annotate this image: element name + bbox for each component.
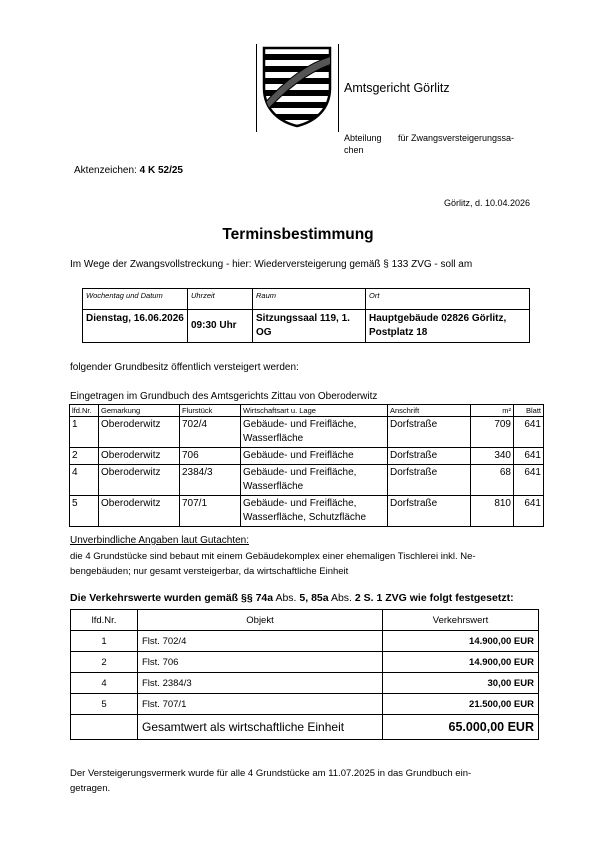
gb-header-blatt: Blatt [514,405,544,417]
aktenzeichen-value: 4 K 52/25 [139,165,183,176]
vw-cell: Flst. 2384/3 [138,673,383,694]
gb-header-wirtschaftsart: Wirtschaftsart u. Lage [241,405,388,417]
termin-header-room: Raum [253,289,366,310]
gb-cell: 707/1 [180,496,241,527]
verkehrswerte-heading [70,592,514,604]
gutachten-heading: Unverbindliche Angaben laut Gutachten: [70,535,250,546]
gb-cell: Dorfstraße [388,417,471,448]
table-row-total [71,715,539,740]
gb-cell: 68 [471,465,514,496]
gb-cell: 709 [471,417,514,448]
vw-cell: 30,00 EUR [383,673,539,694]
gb-cell: 706 [180,448,241,465]
termin-date: Dienstag, 16.06.2026 [83,310,188,343]
gb-cell: Oberoderwitz [99,496,180,527]
gb-cell: 702/4 [180,417,241,448]
table-row [71,673,539,694]
table-row [71,652,539,673]
termin-time: 09:30 Uhr [188,310,253,343]
vw-heading-part: Abs. [330,592,352,604]
termin-room: Sitzungssaal 119, 1. OG [253,310,366,343]
vw-header-nr: lfd.Nr. [71,610,138,631]
aktenzeichen-label: Aktenzeichen: [74,165,137,176]
gb-cell: 5 [70,496,99,527]
gb-cell: Gebäude- und Freifläche, Wasserfläche [241,465,388,496]
vw-cell: 5 [71,694,138,715]
vw-cell: Flst. 706 [138,652,383,673]
verkehrswerte-table [70,609,539,740]
footer-line-2: getragen. [70,783,111,794]
vw-heading-part: Abs. [275,592,297,604]
gb-cell: Gebäude- und Freifläche [241,448,388,465]
department-value-cont: chen [344,145,364,155]
gb-cell: 641 [514,448,544,465]
table-row [71,631,539,652]
saxony-coat-of-arms [262,46,332,128]
termin-table [82,288,530,343]
grundbuch-table [69,404,544,527]
vw-header-objekt: Objekt [138,610,383,631]
vw-cell: 21.500,00 EUR [383,694,539,715]
department-value: für Zwangsversteigerungssa- [398,133,515,143]
gb-header-anschrift: Anschrift [388,405,471,417]
vw-header-wert: Verkehrswert [383,610,539,631]
termin-header-time: Uhrzeit [188,289,253,310]
gb-cell: Gebäude- und Freifläche, Wasserfläche [241,417,388,448]
aktenzeichen [74,165,183,176]
gb-cell: 810 [471,496,514,527]
gb-cell: Dorfstraße [388,465,471,496]
gb-cell: 340 [471,448,514,465]
vw-cell: 14.900,00 EUR [383,652,539,673]
court-name: Amtsgericht Görlitz [344,81,450,95]
gb-header-nr: lfd.Nr. [70,405,99,417]
gb-cell: 2384/3 [180,465,241,496]
vw-total-value: 65.000,00 EUR [383,715,539,740]
date-line: Görlitz, d. 10.04.2026 [444,198,531,208]
gb-cell: 641 [514,496,544,527]
gb-cell: Oberoderwitz [99,417,180,448]
table-row [70,448,544,465]
termin-place: Hauptgebäude 02826 Görlitz, Postplatz 18 [366,310,530,343]
page-title: Terminsbestimmung [222,226,374,243]
gb-header-gemarkung: Gemarkung [99,405,180,417]
vw-cell: 4 [71,673,138,694]
vw-cell: 2 [71,652,138,673]
gb-cell: Oberoderwitz [99,448,180,465]
vw-heading-part: Die Verkehrswerte wurden gemäß §§ 74a [70,592,274,604]
vw-cell: Flst. 702/4 [138,631,383,652]
vw-cell: Flst. 707/1 [138,694,383,715]
table-row [71,694,539,715]
gb-cell: Dorfstraße [388,496,471,527]
gb-cell: 641 [514,417,544,448]
gb-cell: Oberoderwitz [99,465,180,496]
gb-cell: Gebäude- und Freifläche, Wasserfläche, Schutzfläche [241,496,388,527]
vw-heading-part: 2 S. 1 ZVG wie folgt festgesetzt: [354,592,514,604]
gb-cell: Dorfstraße [388,448,471,465]
gutachten-line-2: bengebäuden; nur gesamt versteigerbar, da wirtschaftliche Einheit [70,566,349,577]
department-label: Abteilung [344,133,382,143]
gutachten-line-1: die 4 Grundstücke sind bebaut mit einem Gebäudekomplex einer ehemaligen Tischlerei inkl. Ne- [70,551,476,562]
intro-text: Im Wege der Zwangsvollstreckung - hier: Wiederversteigerung gemäß § 133 ZVG - soll am [70,259,473,270]
table-row [70,465,544,496]
gb-cell: 641 [514,465,544,496]
vw-total-label: Gesamtwert als wirtschaftliche Einheit [138,715,383,740]
table-row [70,417,544,448]
vw-cell [71,715,138,740]
grundbesitz-line: folgender Grundbesitz öffentlich versteigert werden: [70,362,299,373]
gb-header-qm: m² [471,405,514,417]
grundbuch-caption: Eingetragen im Grundbuch des Amtsgerichts Zittau von Oberoderwitz [70,391,378,402]
gb-cell: 1 [70,417,99,448]
termin-header-date: Wochentag und Datum [83,289,188,310]
gb-header-flurstueck: Flurstück [180,405,241,417]
gb-cell: 4 [70,465,99,496]
vw-heading-part: 5, 85a [299,592,329,604]
vw-cell: 1 [71,631,138,652]
table-row [70,496,544,527]
footer-line-1: Der Versteigerungsvermerk wurde für alle 4 Grundstücke am 11.07.2025 in das Grundbuch ein- [70,768,472,779]
vw-cell: 14.900,00 EUR [383,631,539,652]
termin-header-place: Ort [366,289,530,310]
gb-cell: 2 [70,448,99,465]
